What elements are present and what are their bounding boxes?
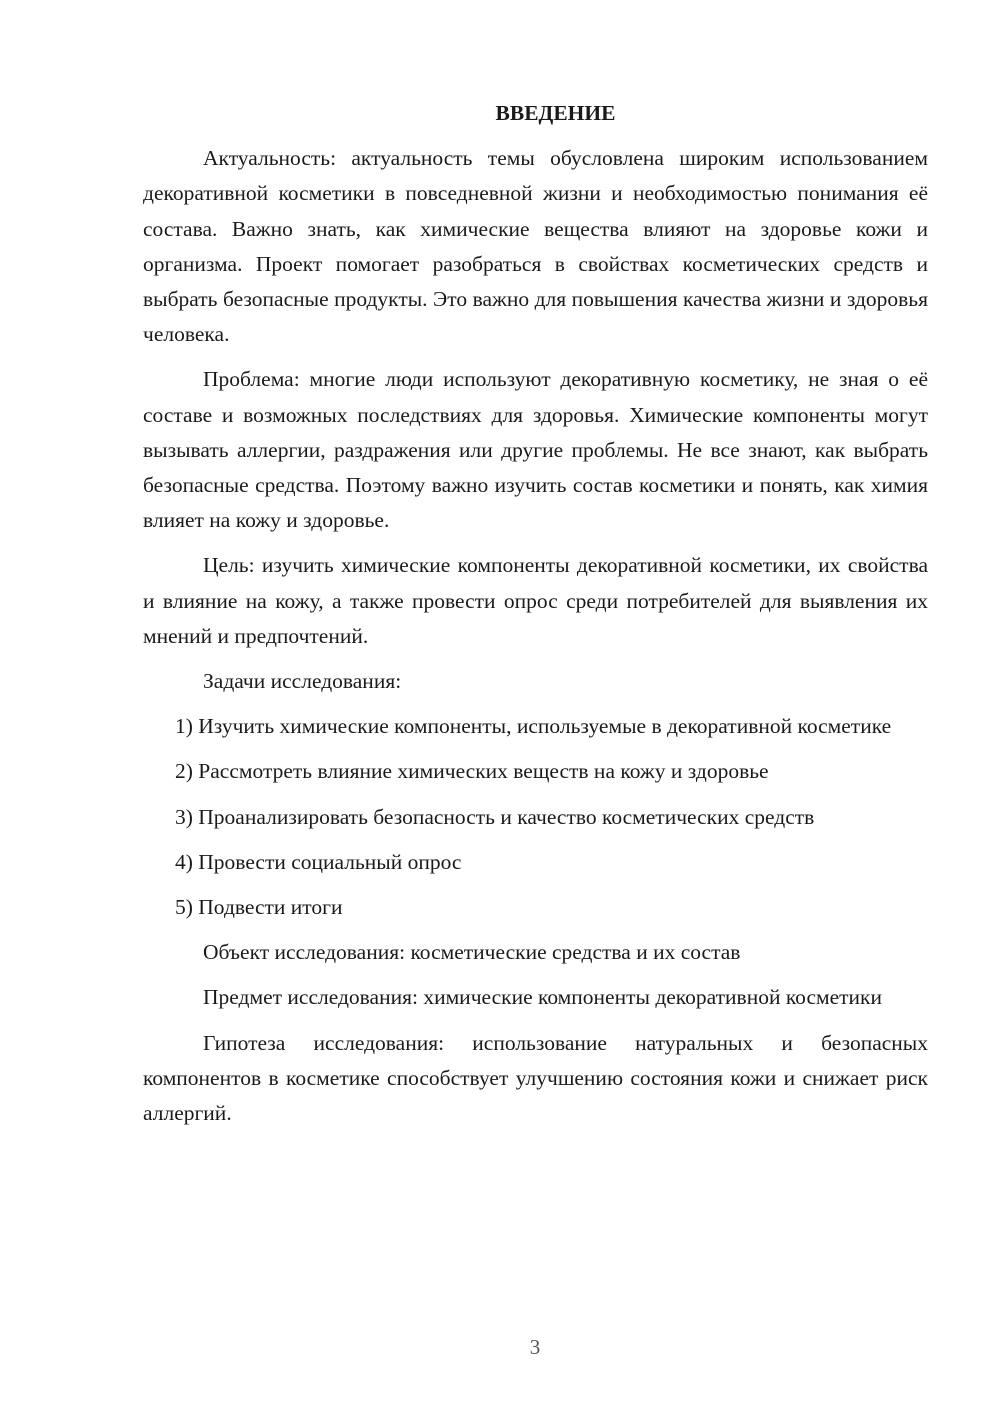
tasks-heading: Задачи исследования:: [203, 669, 402, 694]
page-number: 3: [529, 1335, 541, 1359]
hypothesis-paragraph: Гипотеза исследования: использование натуральных и безопасных компонентов в косметике способствует улучшению состояния кожи и снижает риск аллергий.: [143, 1030, 928, 1126]
subject-paragraph: Предмет исследования: химические компоненты декоративной косметики: [203, 985, 883, 1010]
problem-paragraph: Проблема: многие люди используют декоративную косметику, не зная о её составе и возможных последствиях для здоровья. Химические компоненты могут вызывать аллергии, раздражения или другие проблемы. Не все знают, как выбрать безопасные средства. Поэтому важно изучить состав косметики и понять, как химия влияет на кожу и здоровье.: [143, 367, 928, 533]
task-item: 3) Проанализировать безопасность и качество косметических средств: [175, 804, 815, 829]
text-block: [143, 96, 928, 1141]
goal-paragraph: Цель: изучить химические компоненты декоративной косметики, их свойства и влияние на кожу, а также провести опрос среди потребителей для выявления их мнений и предпочтений.: [143, 553, 928, 648]
tasks-list: [143, 709, 928, 925]
task-item: 2) Рассмотреть влияние химических веществ на кожу и здоровье: [175, 759, 769, 784]
object-paragraph: Объект исследования: косметические средства и их состав: [203, 940, 741, 965]
relevance-paragraph: Актуальность: актуальность темы обусловлена широким использованием декоративной косметики в повседневной жизни и необходимостью понимания её состава. Важно знать, как химические вещества влияют на здоровье кожи и организма. Проект помогает разобраться в свойствах косметических средств и выбрать безопасные продукты. Это важно для повышения качества жизни и здоровья человека.: [143, 146, 928, 347]
task-item: 4) Провести социальный опрос: [175, 849, 462, 874]
page-title: ВВЕДЕНИЕ: [495, 101, 616, 125]
task-item: 1) Изучить химические компоненты, используемые в декоративной косметике: [175, 714, 892, 739]
task-item: 5) Подвести итоги: [175, 895, 343, 920]
